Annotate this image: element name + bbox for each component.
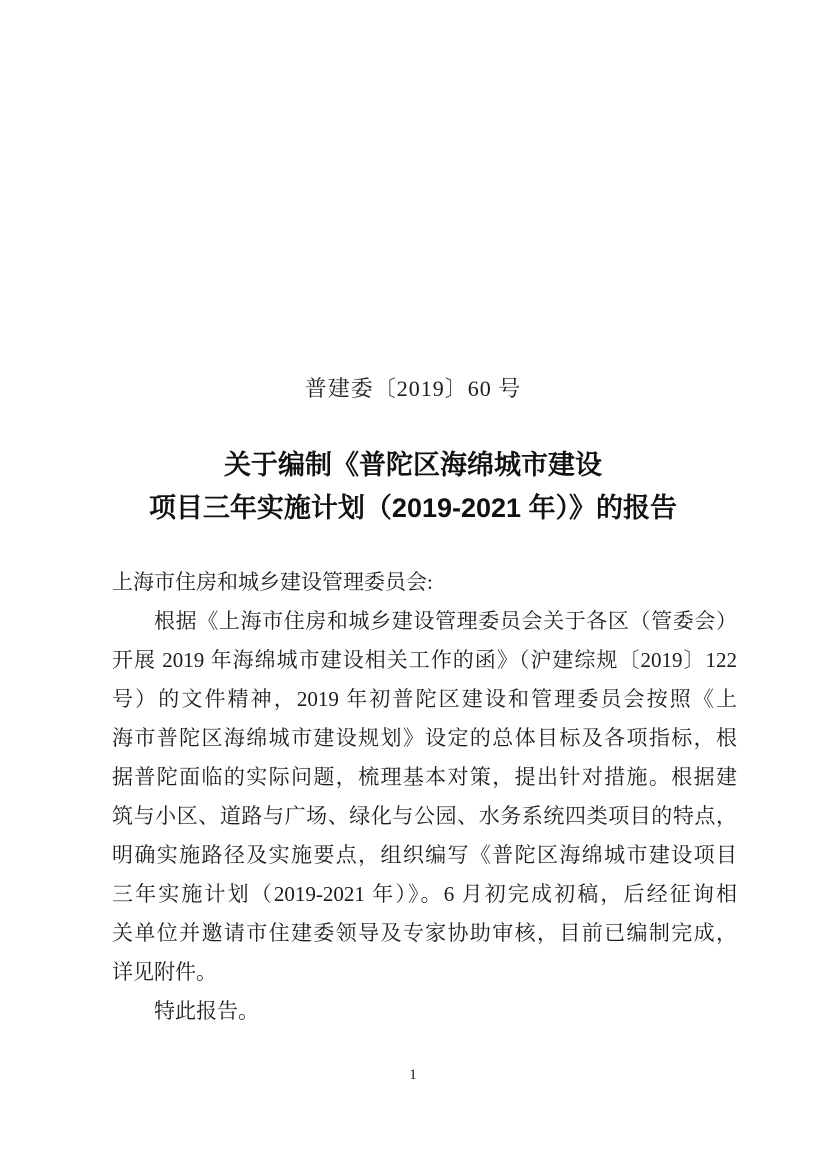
body-line: 开展 2019 年海绵城市建设相关工作的函》（沪建综规〔2019〕122 (112, 648, 737, 672)
document-body (112, 563, 737, 1031)
document-title-line-1: 关于编制《普陀区海绵城市建设 (224, 450, 602, 480)
body-line: 详见附件。 (112, 960, 217, 984)
body-line-closing: 特此报告。 (154, 999, 259, 1023)
body-line: 根据《上海市住房和城乡建设管理委员会关于各区（管委会） (154, 609, 737, 633)
page-number: 1 (409, 1067, 417, 1083)
body-line: 据普陀面临的实际问题，梳理基本对策，提出针对措施。根据建 (112, 765, 737, 789)
body-line: 三年实施计划（2019-2021 年）》。6 月初完成初稿，后经征询相 (112, 882, 737, 906)
document-title (0, 444, 826, 530)
document-number: 普建委〔2019〕60 号 (304, 376, 522, 401)
body-line: 号）的文件精神，2019 年初普陀区建设和管理委员会按照《上 (112, 687, 737, 711)
document-title-line-2: 项目三年实施计划（2019-2021 年）》的报告 (148, 493, 678, 523)
body-line: 明确实施路径及实施要点，组织编写《普陀区海绵城市建设项目 (112, 843, 737, 867)
body-line: 海市普陀区海绵城市建设规划》设定的总体目标及各项指标，根 (112, 726, 737, 750)
body-line: 关单位并邀请市住建委领导及专家协助审核，目前已编制完成， (112, 921, 737, 945)
body-line-salutation: 上海市住房和城乡建设管理委员会: (112, 570, 433, 594)
body-line: 筑与小区、道路与广场、绿化与公园、水务系统四类项目的特点， (112, 804, 737, 828)
